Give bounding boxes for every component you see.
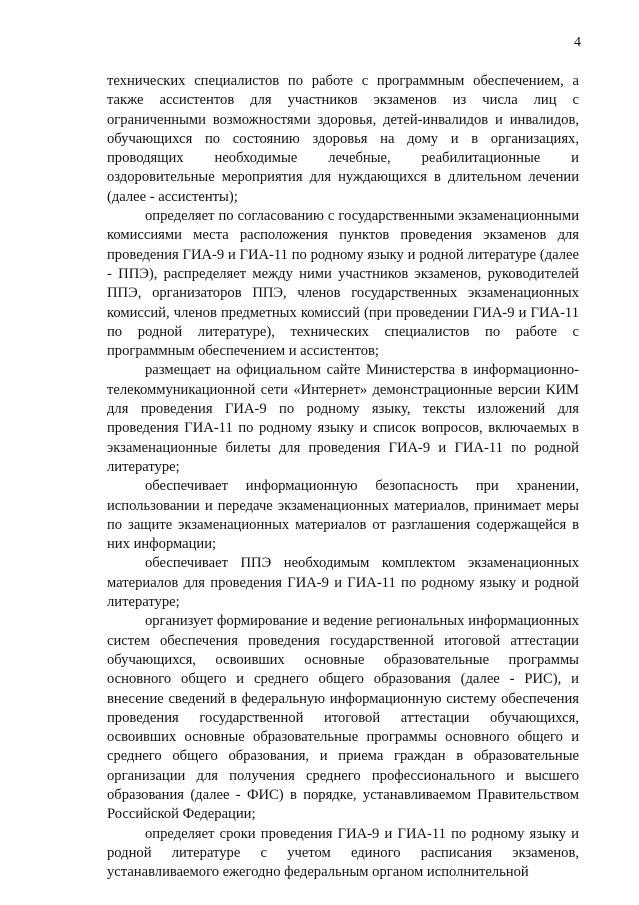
paragraph-ppe-locations: определяет по согласованию с государственными экзаменационными комиссиями места расположения пунктов проведения экзаменов для проведения ГИА-9 и ГИА-11 по родному языку и родной литературе (далее - ППЭ), распределяет между ними участников экзаменов, руководителей ППЭ, организаторов ППЭ, членов государственных экзаменационных комиссий, членов предметных комиссий (при проведении ГИА-9 и ГИА-11 по родной литературе), технических специалистов по работе с программным обеспечением и ассистентов; — [107, 208, 579, 360]
paragraph-ris-fis: организует формирование и ведение региональных информационных систем обеспечения проведения государственной итоговой аттестации обучающихся, освоивших основные образовательные программы основного общего и среднего общего образования (далее - РИС), и внесение сведений в федеральную информационную систему обеспечения проведения государственной итоговой аттестации обучающихся, освоивших основные образовательные программы основного общего и среднего общего образования, и приема граждан в образовательные организации для получения среднего профессионального и высшего образования (далее - ФИС) в порядке, устанавливаемом Правительством Российской Федерации; — [107, 613, 579, 823]
document-body — [107, 72, 579, 882]
paragraph-materials-supply: обеспечивает ППЭ необходимым комплектом экзаменационных материалов для проведения ГИА-9 и ГИА-11 по родному языку и родной литературе; — [107, 555, 579, 611]
paragraph-exam-dates: определяет сроки проведения ГИА-9 и ГИА-11 по родному языку и родной литературе с учетом единого расписания экзаменов, устанавливаемого ежегодно федеральным органом исполнительной — [107, 825, 579, 881]
paragraph-assistants-continuation: технических специалистов по работе с программным обеспечением, а также ассистентов для участников экзаменов из числа лиц с ограниченными возможностями здоровья, детей-инвалидов и инвалидов, обучающихся по состоянию здоровья на дому и в организациях, проводящих необходимые лечебные, реабилитационные и оздоровительные мероприятия для нуждающихся в длительном лечении (далее - ассистенты); — [107, 73, 579, 205]
page-number: 4 — [574, 35, 581, 50]
paragraph-information-security: обеспечивает информационную безопасность при хранении, использовании и передаче экзаменационных материалов, принимает меры по защите экзаменационных материалов от разглашения содержащейся в них информации; — [107, 478, 579, 553]
paragraph-website-publication: размещает на официальном сайте Министерства в информационно-телекоммуникационной сети «Интернет» демонстрационные версии КИМ для проведения ГИА-9 по родному языку, тексты изложений для проведения ГИА-11 по родному языку и список вопросов, включаемых в экзаменационные билеты для проведения ГИА-9 и ГИА-11 по родной литературе; — [107, 362, 579, 475]
